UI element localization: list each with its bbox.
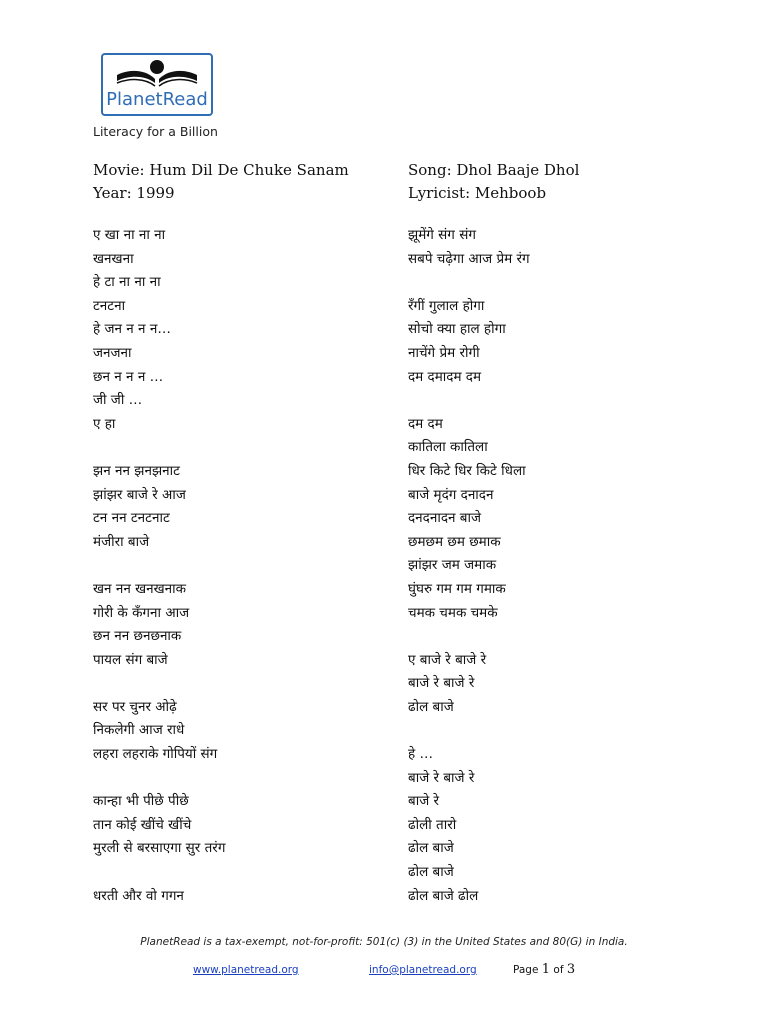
lyric-line: ढोल बाजे [408,698,454,715]
website-link[interactable]: www.planetread.org [193,964,299,976]
page-of: of [553,964,564,976]
lyric-line: दम दम [408,415,443,432]
stanza-break [408,719,530,743]
email-link[interactable]: info@planetread.org [369,964,477,976]
footer-website-wrap [193,964,299,976]
stanza-break [408,389,530,413]
open-book-icon [109,59,205,89]
lyric-line: ए हा [93,415,116,432]
stanza-break [93,861,225,885]
lyric-line: झन नन झनझनाट [93,462,180,479]
lyric-line: नाचेंगे प्रेम रोगी [408,344,480,361]
stanza-break [408,625,530,649]
page-current: 1 [541,962,551,977]
lyrics-right-column [408,224,530,908]
lyric-line: जी जी … [93,392,143,409]
lyric-line: खनखना [93,250,134,267]
lyric-line: ए बाजे रे बाजे रे [408,651,487,668]
footer-email-wrap [369,964,477,976]
lyric-line: हे … [408,746,433,763]
tagline: Literacy for a Billion [93,124,218,139]
lyric-line: टन नन टनटनाट [93,510,170,527]
movie-title: Movie: Hum Dil De Chuke Sanam [93,161,349,179]
song-info [408,159,579,205]
stanza-break [93,672,225,696]
song-title: Song: Dhol Baaje Dhol [408,161,580,179]
lyric-line: जनजना [93,344,132,361]
lyric-line: कान्हा भी पीछे पीछे [93,793,189,810]
lyric-line: ढोल बाजे [408,864,454,881]
stanza-break [93,436,225,460]
lyric-line: कातिला कातिला [408,439,488,456]
lyric-line: बाजे रे बाजे रे [408,675,475,692]
stanza-break [408,271,530,295]
planetread-logo [101,53,213,116]
lyric-line: निकलेगी आज राधे [93,722,185,739]
lyric-line: ए खा ना ना ना [93,227,166,243]
lyric-line: दनदनादन बाजे [408,510,481,527]
page-total: 3 [566,962,576,977]
lyric-line: ढोली तारो [408,816,457,833]
lyric-line: छमछम छम छमाक [408,533,501,550]
lyric-line: सोचो क्या हाल होगा [408,321,506,338]
lyric-line: मंजीरा बाजे [93,533,150,550]
lyric-line: मुरली से बरसाएगा सुर तरंग [93,840,226,857]
lyric-line: लहरा लहराके गोपियों संग [93,746,218,763]
lyric-line: झांझर बाजे रे आज [93,486,186,503]
movie-info [93,159,349,205]
lyric-line: टनटना [93,297,126,314]
lyric-line: बाजे मृदंग दनादन [408,486,494,503]
lyric-line: खन नन खनखनाक [93,580,187,597]
lyrics-left-column [93,224,225,908]
lyric-line: पायल संग बाजे [93,651,168,668]
lyric-line: रँगीं गुलाल होगा [408,297,485,314]
lyric-line: झांझर जम जमाक [408,557,497,574]
lyric-line: चमक चमक चमके [408,604,498,621]
logo-wordmark: PlanetRead [106,89,208,110]
lyric-line: छन न न न … [93,368,164,385]
lyric-line: छन नन छनछनाक [93,628,182,645]
lyric-line: सबपे चढ़ेगा आज प्रेम रंग [408,250,530,267]
lyric-line: ढोल बाजे [408,840,454,857]
lyric-line: झूमेंगे संग संग [408,227,476,243]
lyric-line: ढोल बाजे ढोल [408,887,479,904]
footer-tax-note: PlanetRead is a tax-exempt, not-for-profit: 501(c) (3) in the United States and 80(G) in India. [140,936,628,948]
lyric-line: बाजे रे बाजे रे [408,769,475,786]
lyric-line: बाजे रे [408,793,440,810]
lyric-line: दम दमादम दम [408,368,482,385]
lyric-line: घुंघरु गम गम गमाक [408,580,506,597]
lyric-line: धिर किटे धिर किटे धिला [408,462,526,479]
movie-year: Year: 1999 [93,184,175,202]
lyric-line: धरती और वो गगन [93,887,184,904]
lyric-line: गोरी के कँगना आज [93,604,190,621]
stanza-break [93,554,225,578]
lyric-line: सर पर चुनर ओढ़े [93,698,177,715]
lyric-line: हे टा ना ना ना [93,274,161,291]
page-number [513,962,575,977]
stanza-break [93,767,225,791]
lyric-line: तान कोई खींचे खींचे [93,816,192,833]
page-label: Page [513,964,539,976]
lyric-line: हे जन न न न… [93,321,171,338]
song-lyricist: Lyricist: Mehboob [408,184,547,202]
